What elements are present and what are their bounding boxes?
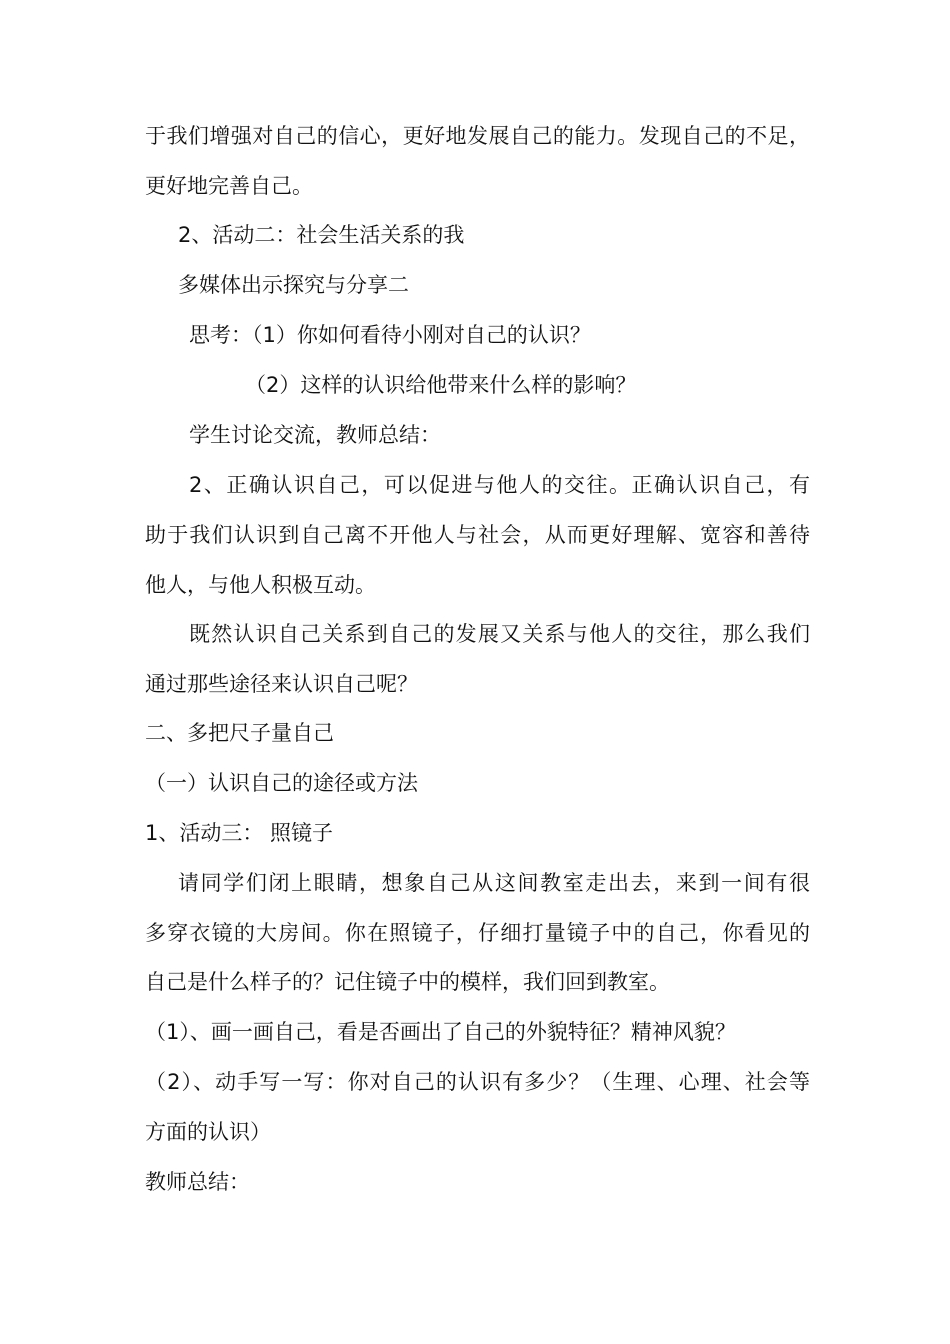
question-line: 思考：（1）你如何看待小刚对自己的认识？ bbox=[189, 323, 591, 347]
paragraph-line: 方面的认识） bbox=[145, 1120, 271, 1144]
paragraph-line: 教师总结： bbox=[145, 1170, 250, 1194]
paragraph-line: 更好地完善自己。 bbox=[145, 174, 313, 198]
question-line: （2）这样的认识给他带来什么样的影响？ bbox=[245, 373, 637, 397]
subsection-heading: （一）认识自己的途径或方法 bbox=[145, 771, 418, 795]
section-heading: 二、多把尺子量自己 bbox=[145, 721, 334, 745]
paragraph-line: 于我们增强对自己的信心，更好地发展自己的能力。发现自己的不足， bbox=[145, 124, 810, 148]
paragraph-line: 多穿衣镜的大房间。你在照镜子，仔细打量镜子中的自己，你看见的 bbox=[145, 921, 810, 945]
list-item: （2）、动手写一写：你对自己的认识有多少？（生理、心理、社会等 bbox=[145, 1070, 810, 1094]
paragraph-line: 他人，与他人积极互动。 bbox=[145, 573, 376, 597]
activity-heading: 2、活动二：社会生活关系的我 bbox=[178, 223, 465, 247]
paragraph-line: 请同学们闭上眼睛，想象自己从这间教室走出去，来到一间有很 bbox=[178, 871, 810, 895]
paragraph-line: 助于我们认识到自己离不开他人与社会，从而更好理解、宽容和善待 bbox=[145, 523, 810, 547]
paragraph-line: 通过那些途径来认识自己呢？ bbox=[145, 672, 418, 696]
paragraph-line: 既然认识自己关系到自己的发展又关系与他人的交往，那么我们 bbox=[189, 622, 810, 646]
paragraph-line: 自己是什么样子的？记住镜子中的模样，我们回到教室。 bbox=[145, 970, 670, 994]
activity-heading: 1、活动三： 照镜子 bbox=[145, 821, 334, 845]
list-item: （1）、画一画自己，看是否画出了自己的外貌特征？精神风貌？ bbox=[145, 1020, 736, 1044]
paragraph-line: 2、正确认识自己，可以促进与他人的交往。正确认识自己，有 bbox=[189, 473, 810, 497]
paragraph-line: 多媒体出示探究与分享二 bbox=[178, 273, 409, 297]
paragraph-line: 学生讨论交流，教师总结： bbox=[189, 423, 441, 447]
